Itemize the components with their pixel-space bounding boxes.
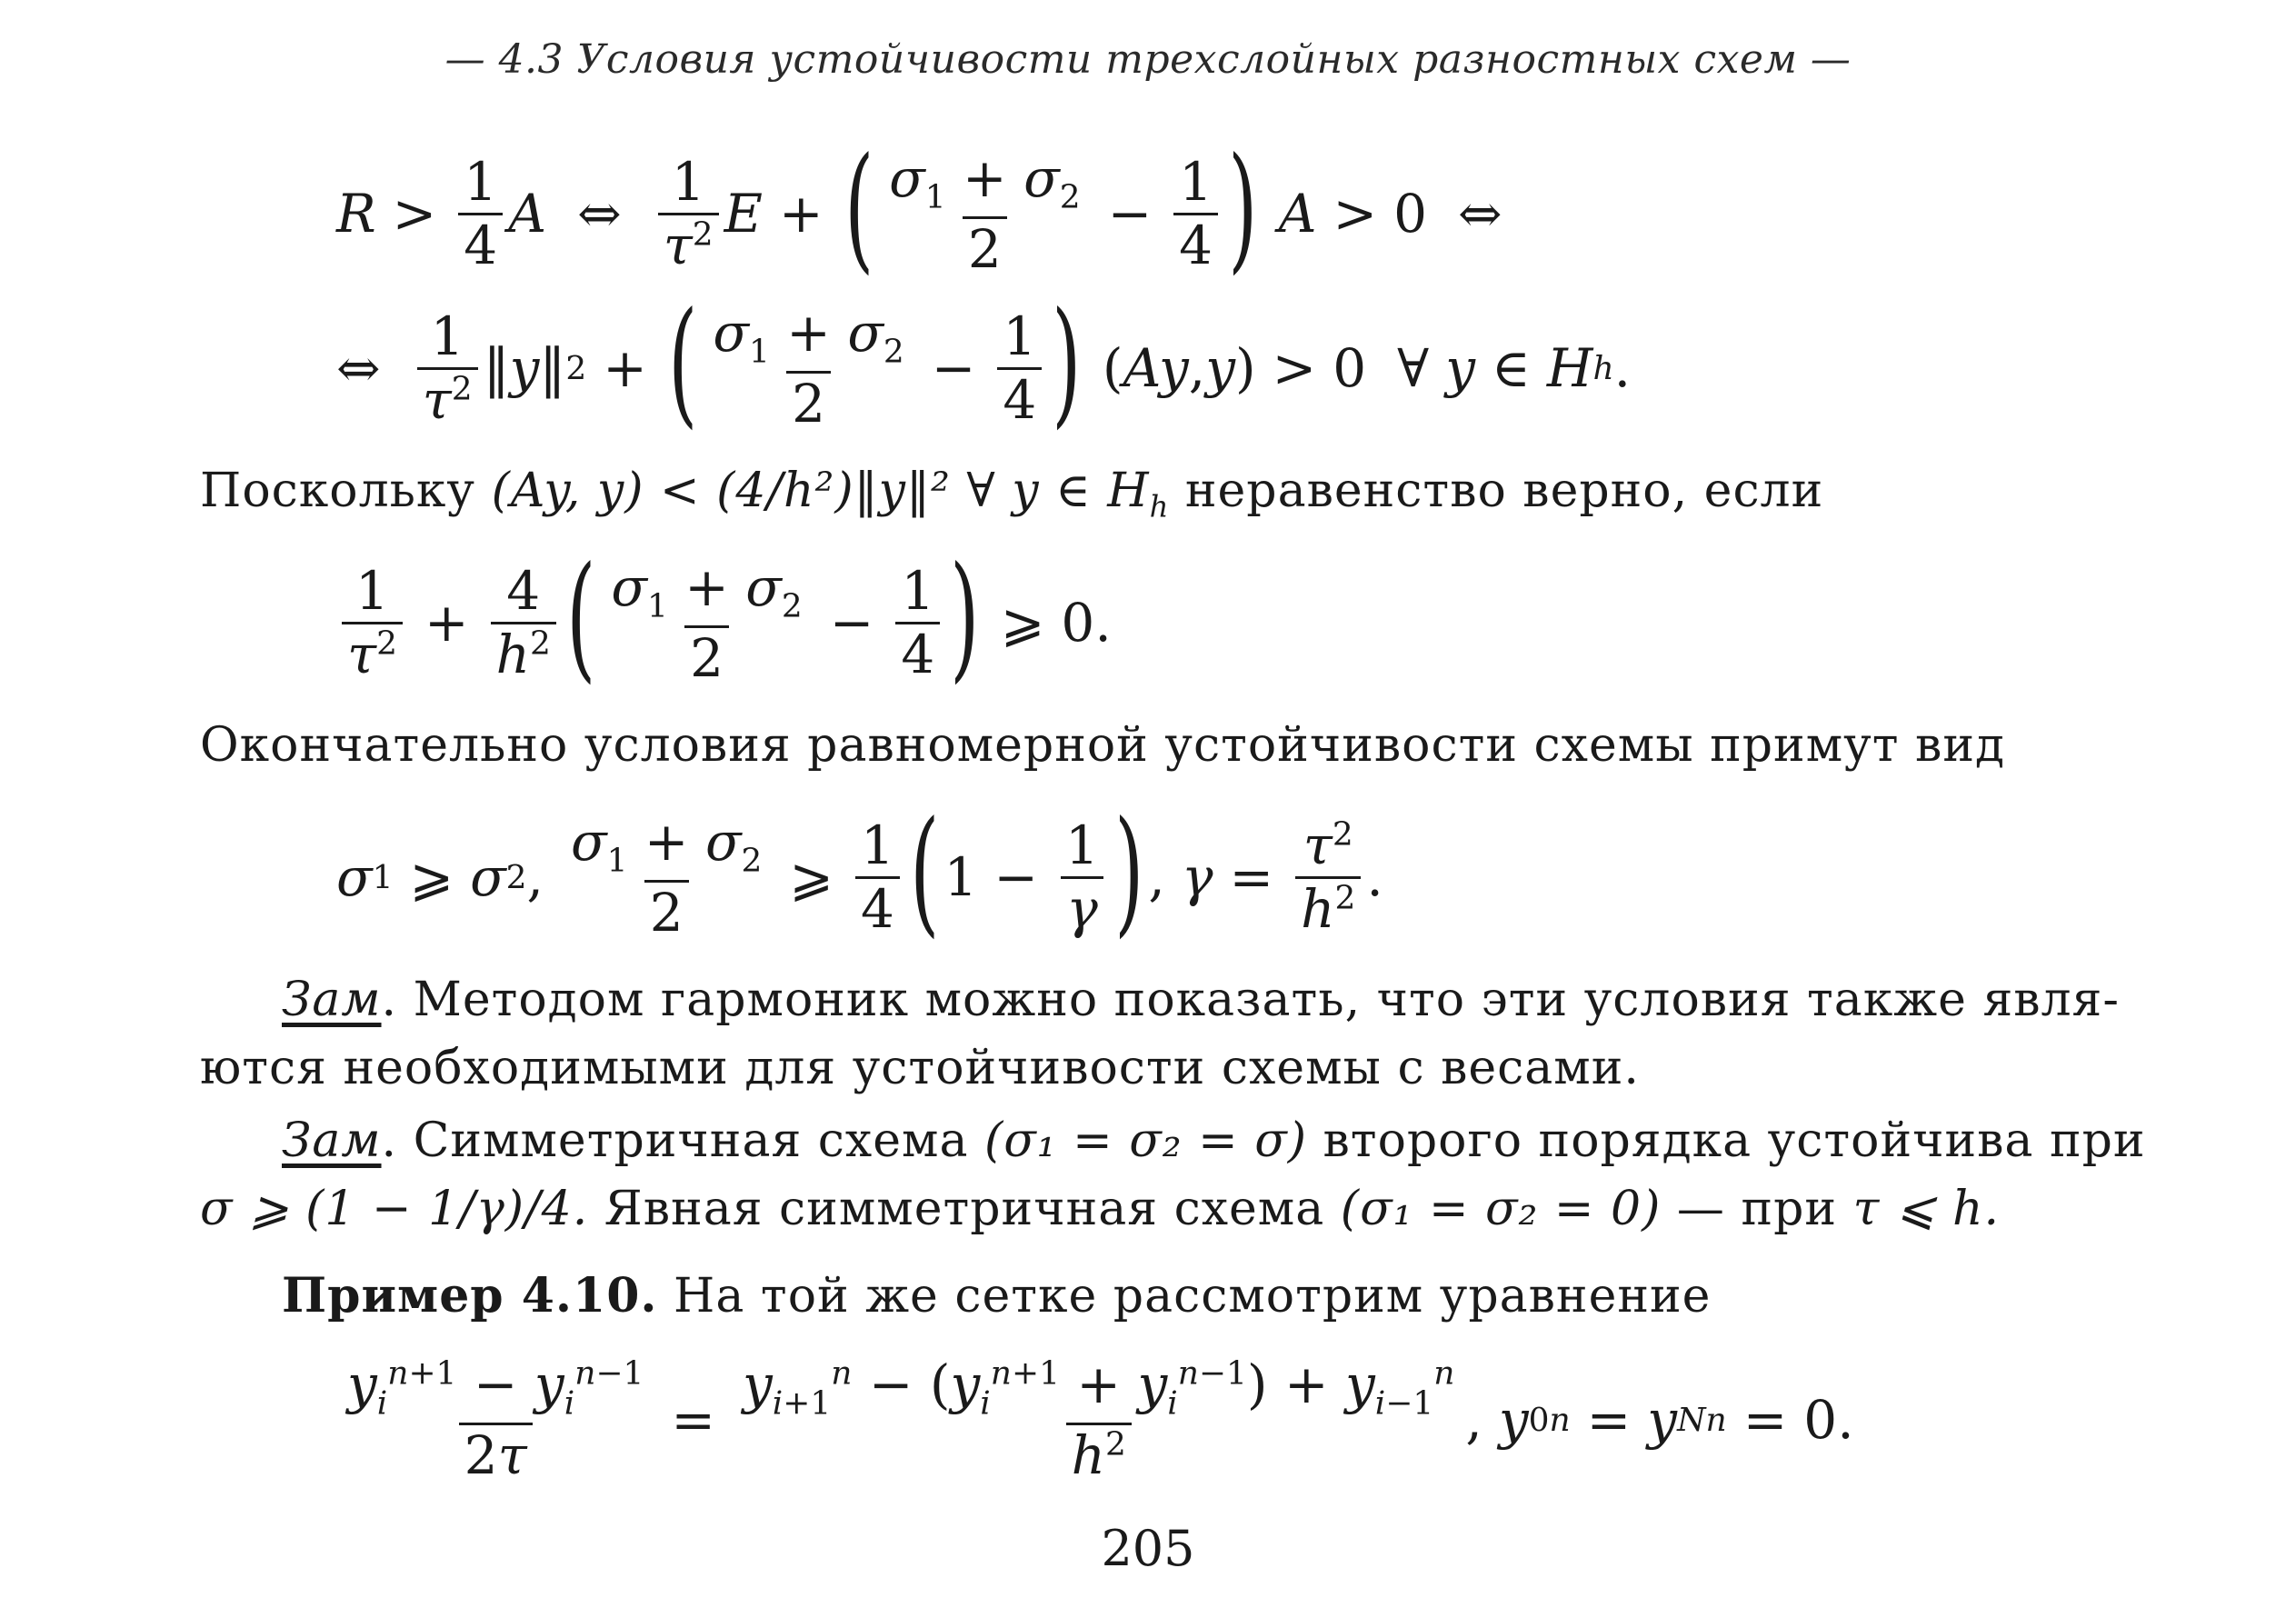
page-number: 205 [1101,1520,1195,1577]
equation-1-line-1: R > $\frac{1}{4}$ A ⇔ $\frac{1}{\tau^2}$ E + ( $\frac{\sigma_1 + \sigma_2}{2}$ − $\frac{1}{4}$ ) A > 0 ⇔ [336,129,1502,287]
paragraph-okonchatelno: Окончательно условия равномерной устойчивости схемы примут вид [200,718,2005,773]
remark-1-line-2: ются необходимыми для устойчивости схемы с весами. [200,1041,1640,1095]
paragraph-poskolku: Поскольку (Ay, y) < (4/h²)‖y‖² ∀ y ∈ $H_h$ неравенство верно, если [200,464,1824,524]
remark-1-line-1: Зам. Методом гармоник можно показать, что эти условия также явля- [282,973,2120,1027]
remark-2-line-1: Зам. Симметричная схема (σ₁ = σ₂ = σ) второго порядка устойчива при [282,1114,2146,1168]
equation-1-line-2: ⇔ $\frac{1}{\tau^2}$ ‖ y ‖ 2 + ( $\frac{\sigma_1 + \sigma_2}{2}$ − $\frac{1}{4}$ ) ( Ay , y ) > 0 ∀ y ∈ H h . [336,284,1632,442]
equation-2: $\frac{1}{\tau^2}$ + $\frac{4}{h^2}$ ( $\frac{\sigma_1 + \sigma_2}{2}$ − $\frac{1}{4}$ ) ⩾ 0. [336,554,1112,691]
equation-4: $\frac{y_i^{n+1} - y_i^{n-1}}{2\tau}$ = $\frac{y_{i+1}^n - (y_i^{n+1} + y_i^{n-1}) + y_{i-1}^n}{h^2}$ , y 0 n = y N n = 0. [347,1353,1854,1486]
remark-2-line-2: σ ⩾ (1 − 1/γ)/4. Явная симметричная схема (σ₁ = σ₂ = 0) — при τ ⩽ h. [200,1182,2001,1236]
equation-3: σ 1 ⩾ σ 2 , $\frac{\sigma_1 + \sigma_2}{2}$ ⩾ $\frac{1}{4}$ ( 1 − $\frac{1}{\gamma}$ ) , γ = $\frac{\tau^2}{h^2}$ . [336,793,1383,951]
running-head: — 4.3 Условия устойчивости трехслойных разностных схем — [444,36,1852,83]
example-4-10: Пример 4.10. На той же сетке рассмотрим уравнение [282,1268,1712,1323]
